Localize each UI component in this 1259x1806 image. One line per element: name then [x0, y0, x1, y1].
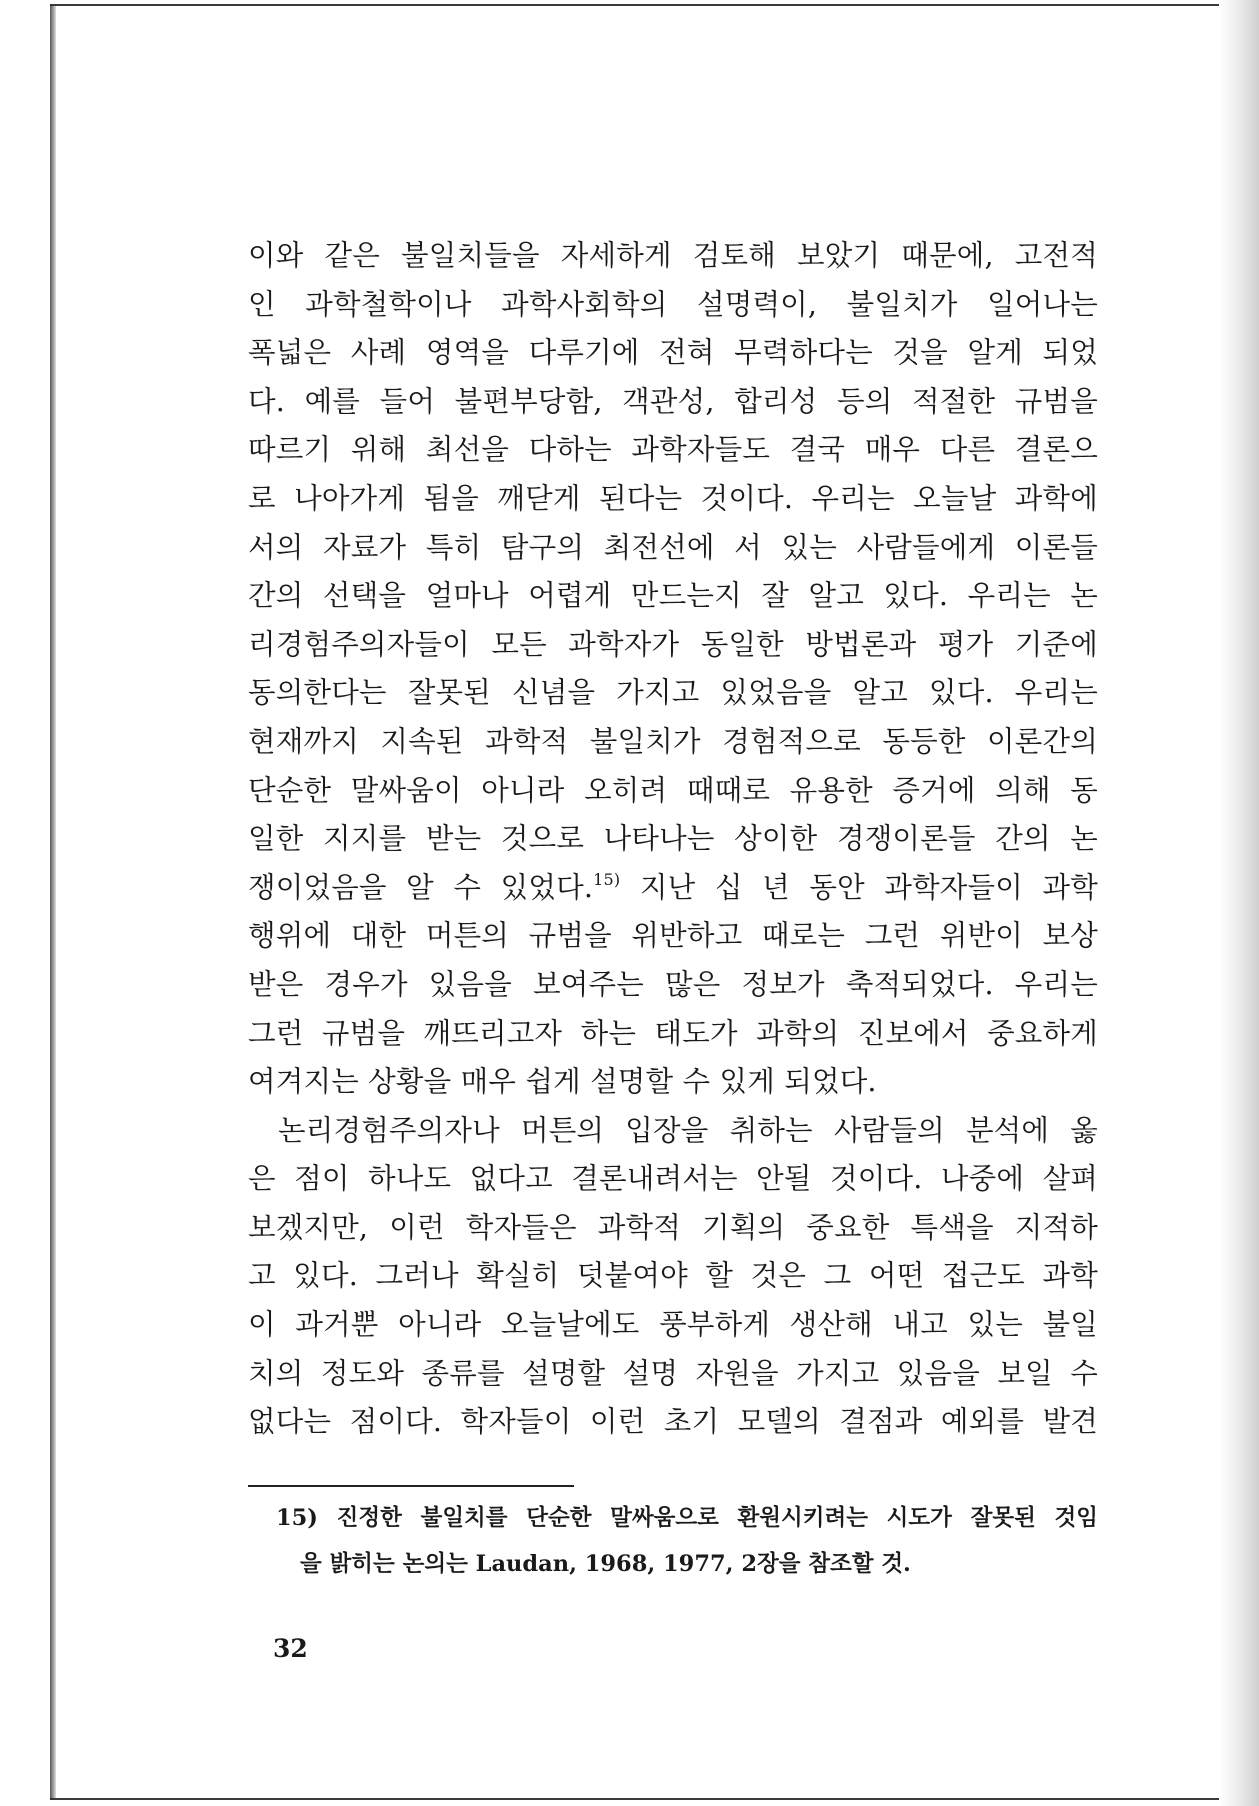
footnote-divider	[248, 1485, 574, 1487]
text-line: 서의 자료가 특히 탐구의 최전선에 서 있는 사람들에게 이론들	[248, 530, 1098, 564]
page-number: 32	[273, 1634, 308, 1663]
text-line: 치의 정도와 종류를 설명할 설명 자원을 가지고 있음을 보일 수	[248, 1356, 1098, 1390]
paragraph-end-line: 여겨지는 상황을 매우 쉽게 설명할 수 있게 되었다.	[248, 1065, 877, 1099]
text-line: 이 과거뿐 아니라 오늘날에도 풍부하게 생산해 내고 있는 불일	[248, 1308, 1098, 1342]
text-line: 다. 예를 들어 불편부당함, 객관성, 합리성 등의 적절한 규범을	[248, 384, 1098, 418]
text-line-with-footnote-ref	[248, 864, 1098, 913]
text-line: 인 과학철학이나 과학사회학의 설명력이, 불일치가 일어나는	[248, 287, 1098, 321]
text-fragment: 쟁이었음을 알 수 있었다.	[248, 870, 594, 904]
text-line: 일한 지지를 받는 것으로 나타나는 상이한 경쟁이론들 간의 논	[248, 822, 1098, 856]
text-line: 보겠지만, 이런 학자들은 과학적 기획의 중요한 특색을 지적하	[248, 1210, 1098, 1244]
text-line: 고 있다. 그러나 확실히 덧붙여야 할 것은 그 어떤 접근도 과학	[248, 1259, 1098, 1293]
text-line: 동의한다는 잘못된 신념을 가지고 있었음을 알고 있다. 우리는	[248, 676, 1098, 710]
text-line: 없다는 점이다. 학자들이 이런 초기 모델의 결점과 예외를 발견	[248, 1405, 1098, 1439]
text-line: 현재까지 지속된 과학적 불일치가 경험적으로 동등한 이론간의	[248, 724, 1098, 758]
footnote-reference[interactable]: 15)	[593, 869, 621, 889]
text-line: 폭넓은 사례 영역을 다루기에 전혀 무력하다는 것을 알게 되었	[248, 336, 1098, 370]
text-fragment: 지난 십 년 동안 과학자들이 과학	[620, 870, 1098, 904]
text-line: 은 점이 하나도 없다고 결론내려서는 안될 것이다. 나중에 살펴	[248, 1162, 1098, 1196]
text-line: 로 나아가게 됨을 깨닫게 된다는 것이다. 우리는 오늘날 과학에	[248, 481, 1098, 515]
text-line: 행위에 대한 머튼의 규범을 위반하고 때로는 그런 위반이 보상	[248, 919, 1098, 953]
text-line: 따르기 위해 최선을 다하는 과학자들도 결국 매우 다른 결론으	[248, 433, 1098, 467]
text-line: 리경험주의자들이 모든 과학자가 동일한 방법론과 평가 기준에	[248, 627, 1098, 661]
text-line: 그런 규범을 깨뜨리고자 하는 태도가 과학의 진보에서 중요하게	[248, 1016, 1098, 1050]
text-line: 이와 같은 불일치들을 자세하게 검토해 보았기 때문에, 고전적	[248, 239, 1098, 272]
footnote-line: 15) 진정한 불일치를 단순한 말싸움으로 환원시키려는 시도가 잘못된 것임	[276, 1505, 1098, 1531]
footnote	[276, 1495, 1098, 1587]
body-text	[248, 232, 1098, 1447]
text-line: 받은 경우가 있음을 보여주는 많은 정보가 축적되었다. 우리는	[248, 967, 1098, 1001]
text-line: 단순한 말싸움이 아니라 오히려 때때로 유용한 증거에 의해 동	[248, 773, 1098, 807]
page-edge-shadow	[1219, 0, 1259, 1806]
footnote-line: 을 밝히는 논의는 Laudan, 1968, 1977, 2장을 참조할 것.	[300, 1551, 911, 1577]
text-line: 간의 선택을 얼마나 어렵게 만드는지 잘 알고 있다. 우리는 논	[248, 579, 1098, 613]
text-line: 논리경험주의자나 머튼의 입장을 취하는 사람들의 분석에 옳	[278, 1113, 1098, 1147]
